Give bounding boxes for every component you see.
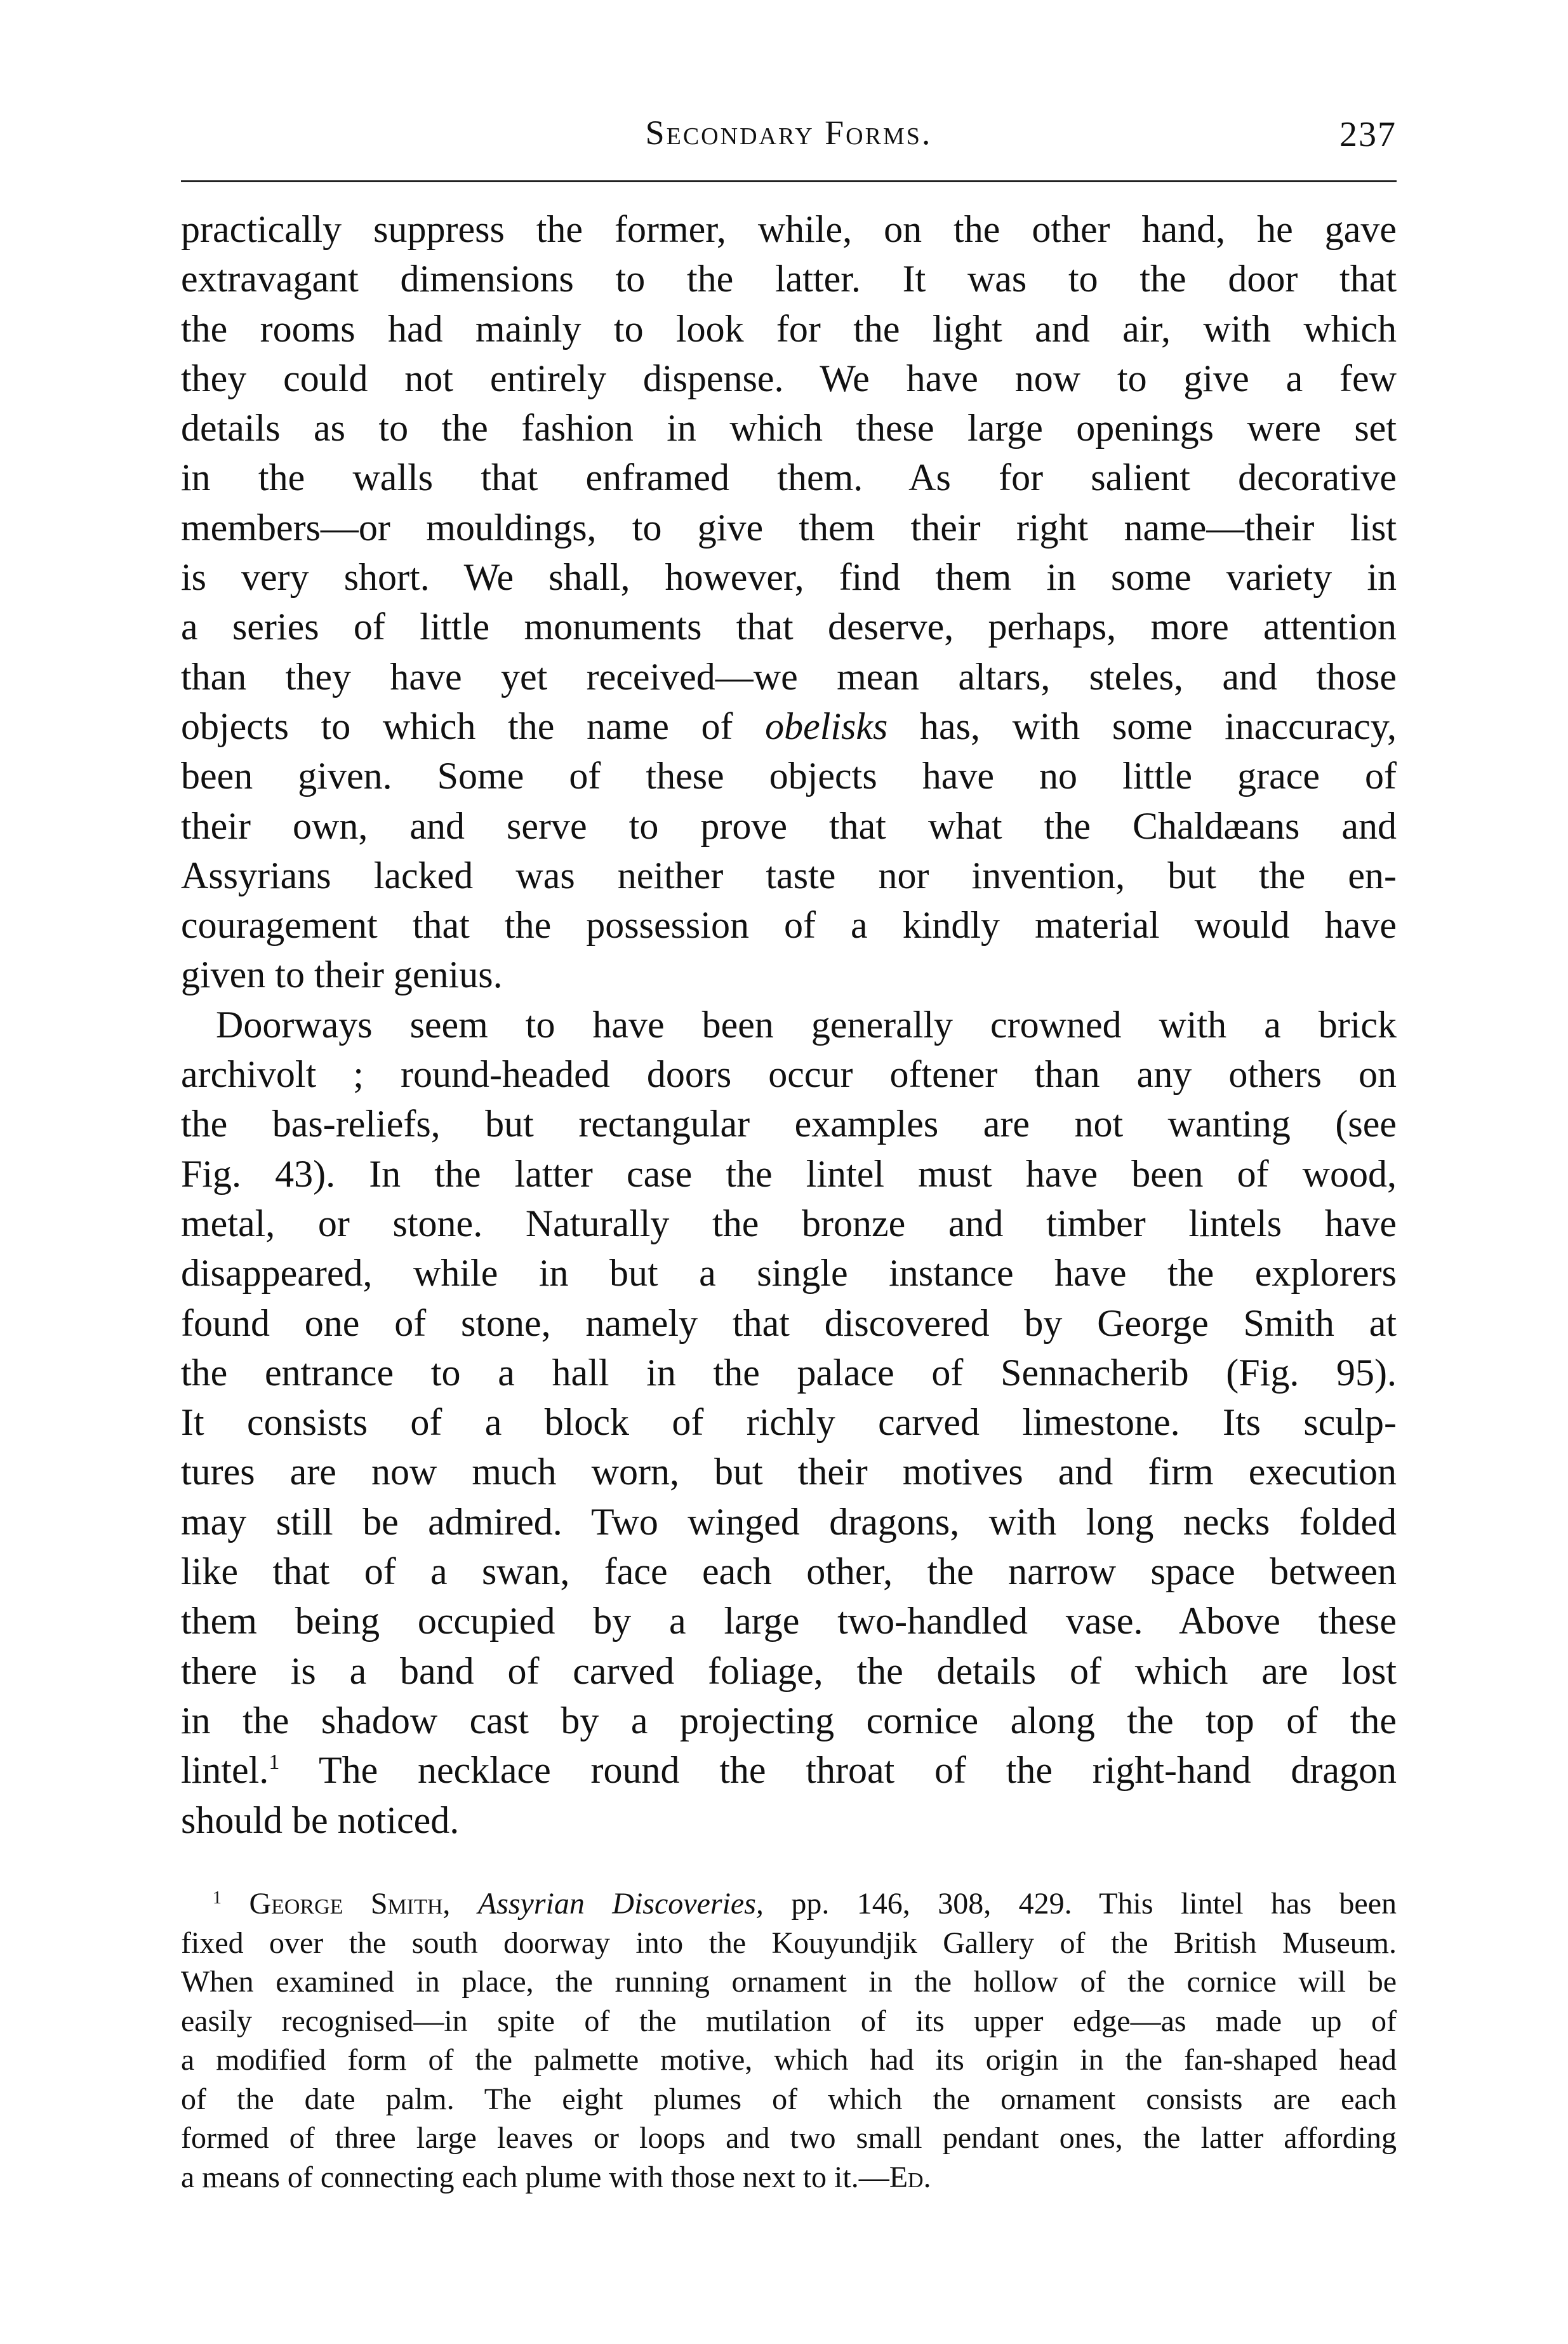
text-segment: pp. 146, 308, 429. This lintel has been <box>763 1887 1397 1921</box>
text-line: been given. Some of these objects have no little grace of <box>181 755 1397 797</box>
text-segment: objects to which the name of <box>181 705 766 747</box>
text-line-obelisks <box>181 702 1397 751</box>
text-line: may still be admired. Two winged dragons, with long necks folded <box>181 1500 1397 1543</box>
footnote-line: When examined in place, the running ornament in the hollow of the cornice will be <box>181 1965 1397 1999</box>
footnote-author: George Smith, <box>249 1887 451 1921</box>
text-line-lintel <box>181 1745 1397 1795</box>
text-line: they could not entirely dispense. We have now to give a few <box>181 357 1397 399</box>
text-line: Assyrians lacked was neither taste nor invention, but the en- <box>181 854 1397 896</box>
footnote-reference[interactable]: 1 <box>269 1750 280 1775</box>
body-text <box>181 204 1397 1845</box>
footnote-line: fixed over the south doorway into the Kouyundjik Gallery of the British Museum. <box>181 1926 1397 1960</box>
editor-signature: Ed. <box>889 2160 931 2194</box>
footnote-line: formed of three large leaves or loops and two small pendant ones, the latter affording <box>181 2121 1397 2155</box>
text-line: a series of little monuments that deserve, perhaps, more attention <box>181 606 1397 648</box>
footnote-book-title: Assyrian Discoveries, <box>477 1887 764 1921</box>
footnote-line: of the date palm. The eight plumes of which the ornament consists are each <box>181 2082 1397 2116</box>
footnote-line <box>181 1884 1397 1924</box>
text-line: them being occupied by a large two-handled vase. Above these <box>181 1600 1397 1642</box>
running-title: Secondary Forms. <box>645 114 933 152</box>
text-line: metal, or stone. Naturally the bronze and timber lintels have <box>181 1202 1397 1244</box>
text-line: found one of stone, namely that discovered by George Smith at <box>181 1302 1397 1344</box>
text-line: is very short. We shall, however, find them in some variety in <box>181 556 1397 599</box>
text-line: the bas-reliefs, but rectangular examples are not wanting (see <box>181 1103 1397 1145</box>
text-line: the entrance to a hall in the palace of Sennacherib (Fig. 95). <box>181 1351 1397 1394</box>
italic-term-obelisks: obelisks <box>765 705 888 747</box>
text-line: It consists of a block of richly carved limestone. Its sculp- <box>181 1401 1397 1444</box>
text-line: in the walls that enframed them. As for salient decorative <box>181 456 1397 499</box>
text-line: Fig. 43). In the latter case the lintel must have been of wood, <box>181 1152 1397 1195</box>
footnote-line-last <box>181 2158 1397 2197</box>
page-number: 237 <box>1339 115 1397 154</box>
text-line: like that of a swan, face each other, the narrow space between <box>181 1550 1397 1593</box>
text-segment: has, with some inaccuracy, <box>887 705 1397 747</box>
text-segment: The necklace round the throat of the right-hand dragon <box>279 1749 1397 1792</box>
text-line-paragraph-start: Doorways seem to have been generally crowned with a brick <box>216 1003 1397 1046</box>
running-head <box>181 108 1397 159</box>
text-segment: lintel. <box>181 1749 269 1792</box>
footnote-marker: 1 <box>213 1888 222 1908</box>
footnote-line: a modified form of the palmette motive, which had its origin in the fan-shaped head <box>181 2043 1397 2077</box>
text-line: in the shadow cast by a projecting cornice along the top of the <box>181 1699 1397 1741</box>
text-line: the rooms had mainly to look for the light and air, with which <box>181 307 1397 350</box>
footnote-line: easily recognised—in spite of the mutilation of its upper edge—as made up of <box>181 2004 1397 2038</box>
text-line: practically suppress the former, while, on the other hand, he gave <box>181 208 1397 250</box>
text-line: than they have yet received—we mean altars, steles, and those <box>181 655 1397 698</box>
text-line: couragement that the possession of a kindly material would have <box>181 904 1397 947</box>
text-line: disappeared, while in but a single instance have the explorers <box>181 1252 1397 1295</box>
header-rule <box>181 180 1397 182</box>
text-line: tures are now much worn, but their motives and firm execution <box>181 1451 1397 1493</box>
footnote <box>181 1884 1397 2197</box>
text-line: members—or mouldings, to give them their right name—their list <box>181 506 1397 549</box>
text-line: their own, and serve to prove that what the Chaldæans and <box>181 804 1397 847</box>
text-line: archivolt ; round-headed doors occur oftener than any others on <box>181 1053 1397 1096</box>
text-line: details as to the fashion in which these large openings were set <box>181 407 1397 449</box>
text-line: extravagant dimensions to the latter. It was to the door that <box>181 258 1397 300</box>
text-line: there is a band of carved foliage, the details of which are lost <box>181 1649 1397 1692</box>
text-line: given to their genius. <box>181 954 503 996</box>
text-segment: a means of connecting each plume with those next to it.— <box>181 2160 889 2194</box>
text-line: should be noticed. <box>181 1799 460 1841</box>
